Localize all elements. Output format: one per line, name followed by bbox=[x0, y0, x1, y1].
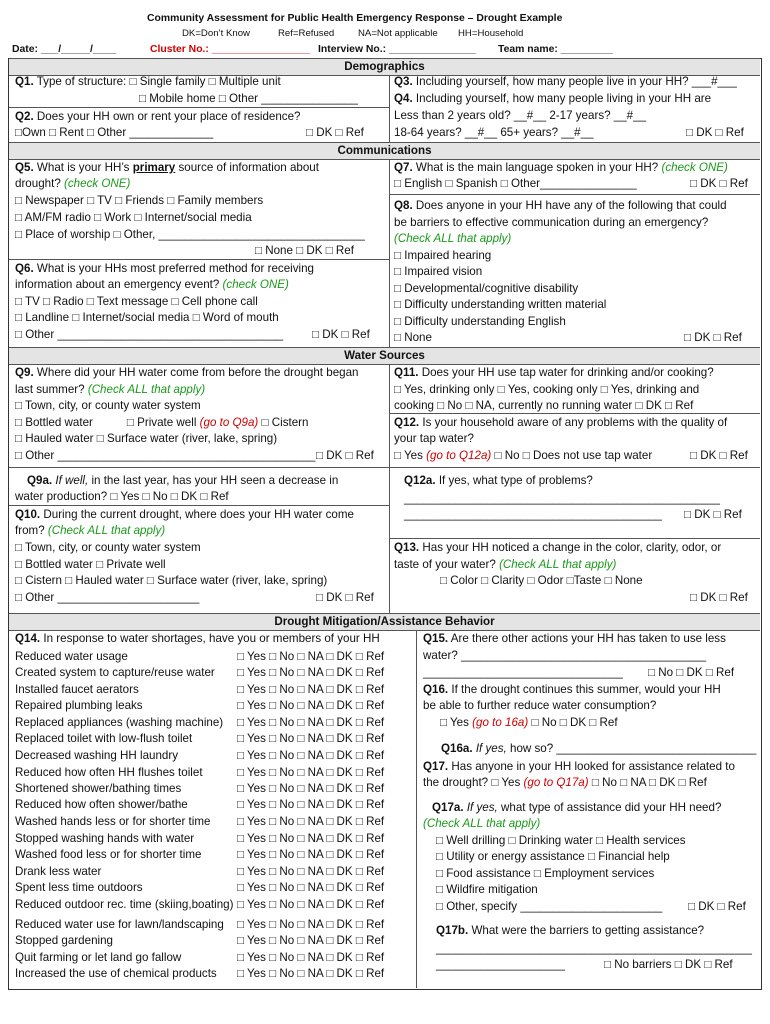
q13-dk-ref[interactable]: □ DK □ Ref bbox=[690, 591, 748, 604]
q15-text: Are there other actions your HH has taken to use less bbox=[450, 632, 726, 645]
legend-ref: Ref=Refused bbox=[278, 28, 335, 39]
divider bbox=[390, 194, 760, 195]
q14-item-label: Reduced how often shower/bathe bbox=[15, 798, 188, 811]
q12a-number: Q12a. bbox=[404, 474, 436, 487]
q11-options-2[interactable]: cooking □ No □ NA, currently no running water □ DK □ Ref bbox=[394, 399, 694, 412]
q6-dk-ref[interactable]: □ DK □ Ref bbox=[312, 328, 370, 341]
q12a-answer-line-2[interactable]: ________________________________________ bbox=[404, 508, 662, 521]
q9a-options[interactable]: water production? □ Yes □ No □ DK □ Ref bbox=[15, 490, 229, 503]
q14-item-label: Quit farming or let land go fallow bbox=[15, 951, 182, 964]
cluster-field[interactable]: Cluster No.: _________________ bbox=[150, 44, 311, 55]
section-demographics: Demographics bbox=[9, 58, 760, 76]
q10-dk-ref[interactable]: □ DK □ Ref bbox=[316, 591, 374, 604]
q17-no[interactable]: □ No □ NA □ DK □ Ref bbox=[591, 776, 707, 789]
q8-note: (Check ALL that apply) bbox=[394, 232, 512, 245]
q17a bbox=[432, 800, 721, 816]
q4-number: Q4. bbox=[394, 92, 413, 105]
q13-note: (Check ALL that apply) bbox=[499, 558, 617, 571]
divider bbox=[390, 538, 760, 539]
q14-item-options[interactable]: □ Yes □ No □ NA □ DK □ Ref bbox=[237, 815, 385, 828]
q14 bbox=[15, 631, 380, 647]
date-field[interactable]: Date: ___/_____/____ bbox=[12, 44, 116, 55]
legend-dk: DK=Don’t Know bbox=[182, 28, 250, 39]
q14-item-label: Washed food less or for shorter time bbox=[15, 848, 202, 861]
q8-option[interactable]: □ Developmental/cognitive disability bbox=[394, 282, 579, 295]
q8-number: Q8. bbox=[394, 199, 413, 212]
q13-number: Q13. bbox=[394, 541, 420, 554]
q6-text: What is your HHs most preferred method for receiving bbox=[36, 262, 314, 275]
q4 bbox=[394, 91, 711, 107]
q9a-number: Q9a. bbox=[27, 474, 53, 487]
legend-hh: HH=Household bbox=[458, 28, 524, 39]
q13-line2-text: taste of your water? bbox=[394, 558, 496, 571]
q16a-number: Q16a. bbox=[441, 742, 473, 755]
q3-text: Including yourself, how many people live in your HH? ___#___ bbox=[415, 75, 737, 88]
q8-dk-ref[interactable]: □ DK □ Ref bbox=[684, 331, 742, 344]
q9-options-1[interactable]: □ Town, city, or county water system bbox=[15, 399, 201, 412]
q12a-dk-ref[interactable]: □ DK □ Ref bbox=[684, 508, 742, 521]
divider bbox=[9, 505, 389, 506]
q2-text: Does your HH own or rent your place of residence? bbox=[36, 110, 301, 123]
q4-line3[interactable]: 18-64 years? __#__ 65+ years? __#__ bbox=[394, 126, 594, 139]
q12-no[interactable]: □ No □ Does not use tap water bbox=[494, 449, 653, 462]
q10-line2-text: from? bbox=[15, 524, 45, 537]
q14-item-options[interactable]: □ Yes □ No □ NA □ DK □ Ref bbox=[237, 967, 385, 980]
q4-dk-ref[interactable]: □ DK □ Ref bbox=[686, 126, 744, 139]
q14-item-options[interactable]: □ Yes □ No □ NA □ DK □ Ref bbox=[237, 848, 385, 861]
q14-item-label: Repaired plumbing leaks bbox=[15, 699, 143, 712]
q10-options-3[interactable]: □ Cistern □ Hauled water □ Surface water (river, lake, spring) bbox=[15, 574, 328, 587]
q14-item-label: Stopped gardening bbox=[15, 934, 113, 947]
q14-item-label: Spent less time outdoors bbox=[15, 881, 143, 894]
q11-number: Q11. bbox=[394, 366, 419, 379]
q9a bbox=[27, 473, 338, 489]
q13-options[interactable]: □ Color □ Clarity □ Odor □Taste □ None bbox=[440, 574, 643, 587]
q14-item-options[interactable]: □ Yes □ No □ NA □ DK □ Ref bbox=[237, 881, 385, 894]
q6-number: Q6. bbox=[15, 262, 34, 275]
q16-line2: be able to further reduce water consumption? bbox=[423, 699, 657, 712]
q5-pre: What is your HH’s bbox=[36, 161, 130, 174]
q7-dk-ref[interactable]: □ DK □ Ref bbox=[690, 177, 748, 190]
q14-item-label: Reduced water use for lawn/landscaping bbox=[15, 918, 224, 931]
q17a-options-5[interactable]: □ Other, specify ______________________ bbox=[436, 900, 663, 913]
q9-private-well[interactable]: □ Private well bbox=[126, 416, 197, 429]
q17a-options-2[interactable]: □ Utility or energy assistance □ Financial help bbox=[436, 850, 670, 863]
q14-item-options[interactable]: □ Yes □ No □ NA □ DK □ Ref bbox=[237, 650, 385, 663]
q17b-answer-line-2[interactable]: ____________________ bbox=[436, 958, 565, 971]
q14-item-label: Replaced toilet with low-flush toilet bbox=[15, 732, 193, 745]
q10 bbox=[15, 507, 354, 523]
q7-text: What is the main language spoken in your HH? bbox=[415, 161, 659, 174]
divider bbox=[389, 364, 390, 613]
divider bbox=[416, 630, 417, 988]
q14-item-options[interactable]: □ Yes □ No □ NA □ DK □ Ref bbox=[237, 951, 385, 964]
q12 bbox=[394, 415, 727, 431]
q14-number: Q14. bbox=[15, 632, 41, 645]
q17b-number: Q17b. bbox=[436, 924, 469, 937]
q8-option[interactable]: □ None bbox=[394, 331, 432, 344]
q10-options-4[interactable]: □ Other ______________________ bbox=[15, 591, 200, 604]
q7-note: (check ONE) bbox=[661, 161, 728, 174]
divider bbox=[390, 467, 760, 468]
q12-skip: (go to Q12a) bbox=[426, 449, 492, 462]
q12a-answer-line-1[interactable]: _________________________________________________ bbox=[404, 492, 720, 505]
q13 bbox=[394, 540, 721, 556]
q14-item-options[interactable]: □ Yes □ No □ NA □ DK □ Ref bbox=[237, 918, 385, 931]
q9-text: Where did your HH water come from before the drought began bbox=[36, 366, 359, 379]
q17-text: Has anyone in your HH looked for assistance related to bbox=[451, 760, 735, 773]
q10-options-1[interactable]: □ Town, city, or county water system bbox=[15, 541, 201, 554]
q12-text: Is your household aware of any problems with the quality of bbox=[422, 416, 728, 429]
q9-options-3[interactable]: □ Hauled water □ Surface water (river, lake, spring) bbox=[15, 432, 278, 445]
q5-line2-text: drought? bbox=[15, 177, 61, 190]
q17a-dk-ref[interactable]: □ DK □ Ref bbox=[688, 900, 746, 913]
q4-line2[interactable]: Less than 2 years old? __#__ 2-17 years? __#__ bbox=[394, 109, 647, 122]
q8 bbox=[394, 198, 727, 214]
q8-option[interactable]: □ Difficulty understanding written material bbox=[394, 298, 607, 311]
q12-options[interactable] bbox=[394, 448, 652, 464]
q9-bottled[interactable]: □ Bottled water bbox=[15, 416, 93, 429]
q17b-text: What were the barriers to getting assistance? bbox=[471, 924, 705, 937]
q17b bbox=[436, 923, 704, 939]
q11-text: Does your HH use tap water for drinking and/or cooking? bbox=[421, 366, 714, 379]
q14-item-options[interactable]: □ Yes □ No □ NA □ DK □ Ref bbox=[237, 699, 385, 712]
q6 bbox=[15, 261, 314, 277]
q15-dk-ref[interactable]: □ No □ DK □ Ref bbox=[648, 666, 735, 679]
q10-line2 bbox=[15, 523, 165, 539]
q17-skip: (go to Q17a) bbox=[523, 776, 589, 789]
q15-number: Q15. bbox=[423, 632, 449, 645]
q9-number: Q9. bbox=[15, 366, 34, 379]
q14-item-label: Washed hands less or for shorter time bbox=[15, 815, 211, 828]
q5-options-3[interactable]: □ Place of worship □ Other, ________________________________ bbox=[15, 228, 365, 241]
q5-line2 bbox=[15, 176, 130, 192]
q9-skip: (go to Q9a) bbox=[199, 416, 259, 429]
q5-note: (check ONE) bbox=[64, 177, 131, 190]
q17a-options-1[interactable]: □ Well drilling □ Drinking water □ Health services bbox=[436, 834, 686, 847]
q9-line2 bbox=[15, 382, 205, 398]
q13-line2 bbox=[394, 557, 616, 573]
q16-number: Q16. bbox=[423, 683, 449, 696]
q8-text: Does anyone in your HH have any of the following that could bbox=[415, 199, 727, 212]
q2-dk-ref[interactable]: □ DK □ Ref bbox=[306, 126, 364, 139]
q9a-pre: If well, bbox=[55, 474, 89, 487]
q7 bbox=[394, 160, 728, 176]
q6-options-1[interactable]: □ TV □ Radio □ Text message □ Cell phone call bbox=[15, 295, 258, 308]
q16a[interactable] bbox=[441, 741, 756, 757]
q16-yes[interactable]: □ Yes bbox=[440, 716, 469, 729]
q17b-options[interactable]: □ No barriers □ DK □ Ref bbox=[604, 958, 733, 971]
q14-item-label: Increased the use of chemical products bbox=[15, 967, 217, 980]
q8-option[interactable]: □ Impaired vision bbox=[394, 265, 483, 278]
q14-item-options[interactable]: □ Yes □ No □ NA □ DK □ Ref bbox=[237, 732, 385, 745]
q1-text: Type of structure: □ Single family □ Multiple unit bbox=[36, 75, 281, 88]
q17-line2[interactable] bbox=[423, 775, 707, 791]
q17-line2-text: the drought? bbox=[423, 776, 489, 789]
q12a-text: If yes, what type of problems? bbox=[438, 474, 593, 487]
q17a-note: (Check ALL that apply) bbox=[423, 817, 541, 830]
q5-options-2[interactable]: □ AM/FM radio □ Work □ Internet/social media bbox=[15, 211, 252, 224]
q9a-text: in the last year, has your HH seen a decrease in bbox=[91, 474, 339, 487]
q3-number: Q3. bbox=[394, 75, 413, 88]
q14-item-options[interactable]: □ Yes □ No □ NA □ DK □ Ref bbox=[237, 782, 385, 795]
divider bbox=[9, 107, 389, 108]
q6-note: (check ONE) bbox=[222, 278, 289, 291]
divider bbox=[9, 467, 389, 468]
q14-item-label: Reduced how often HH flushes toilet bbox=[15, 766, 203, 779]
divider bbox=[389, 75, 390, 142]
q5-options-1[interactable]: □ Newspaper □ TV □ Friends □ Family members bbox=[15, 194, 264, 207]
q1[interactable] bbox=[15, 74, 281, 90]
q2-number: Q2. bbox=[15, 110, 34, 123]
divider bbox=[389, 159, 390, 347]
q14-item-options[interactable]: □ Yes □ No □ NA □ DK □ Ref bbox=[237, 716, 385, 729]
section-drought-mitigation: Drought Mitigation/Assistance Behavior bbox=[9, 613, 760, 631]
q17a-number: Q17a. bbox=[432, 801, 464, 814]
q15 bbox=[423, 631, 726, 647]
q14-item-label: Installed faucet aerators bbox=[15, 683, 139, 696]
q5-emphasis: primary bbox=[132, 161, 176, 174]
q8-option[interactable]: □ Impaired hearing bbox=[394, 249, 492, 262]
q5-number: Q5. bbox=[15, 161, 34, 174]
q14-text: In response to water shortages, have you or members of your HH bbox=[43, 632, 380, 645]
q9-options-4[interactable]: □ Other ________________________________________ bbox=[15, 449, 316, 462]
q14-item-options[interactable]: □ Yes □ No □ NA □ DK □ Ref bbox=[237, 666, 385, 679]
q6-line2-text: information about an emergency event? bbox=[15, 278, 220, 291]
q9-note: (Check ALL that apply) bbox=[87, 383, 206, 396]
q8-option[interactable]: □ Difficulty understanding English bbox=[394, 315, 566, 328]
section-water-sources: Water Sources bbox=[9, 347, 760, 365]
q12a bbox=[404, 473, 593, 489]
q17a-text: what type of assistance did your HH need? bbox=[501, 801, 722, 814]
q14-item-options[interactable]: □ Yes □ No □ NA □ DK □ Ref bbox=[237, 832, 385, 845]
divider bbox=[9, 259, 389, 260]
q14-item-label: Drank less water bbox=[15, 865, 102, 878]
q10-number: Q10. bbox=[15, 508, 41, 521]
q12-number: Q12. bbox=[394, 416, 420, 429]
q14-item-options[interactable]: □ Yes □ No □ NA □ DK □ Ref bbox=[237, 683, 385, 696]
q12-dk-ref[interactable]: □ DK □ Ref bbox=[690, 449, 748, 462]
form-title: Community Assessment for Public Health Emergency Response – Drought Example bbox=[147, 13, 563, 24]
q9 bbox=[15, 365, 359, 381]
q14-item-options[interactable]: □ Yes □ No □ NA □ DK □ Ref bbox=[237, 898, 385, 911]
q14-item-label: Created system to capture/reuse water bbox=[15, 666, 215, 679]
q14-item-label: Stopped washing hands with water bbox=[15, 832, 195, 845]
q12-line2: your tap water? bbox=[394, 432, 474, 445]
q14-item-options[interactable]: □ Yes □ No □ NA □ DK □ Ref bbox=[237, 749, 385, 762]
q13-text: Has your HH noticed a change in the color, clarity, odor, or bbox=[422, 541, 722, 554]
q14-item-label: Replaced appliances (washing machine) bbox=[15, 716, 224, 729]
q17 bbox=[423, 759, 735, 775]
q2 bbox=[15, 109, 301, 125]
q12-yes[interactable]: □ Yes bbox=[394, 449, 423, 462]
q14-item-label: Shortened shower/bathing times bbox=[15, 782, 182, 795]
q6-line2 bbox=[15, 277, 289, 293]
q16a-text: how so? _______________________________ bbox=[510, 742, 757, 755]
q16-text: If the drought continues this summer, would your HH bbox=[451, 683, 721, 696]
q17a-pre: If yes, bbox=[466, 801, 498, 814]
q15-answer-line-1[interactable]: water? ______________________________________ bbox=[423, 649, 707, 662]
q9-cistern[interactable]: □ Cistern bbox=[261, 416, 309, 429]
q4-text: Including yourself, how many people living in your HH are bbox=[415, 92, 712, 105]
q14-item-label: Reduced outdoor rec. time (skiing,boating) bbox=[15, 898, 234, 911]
q10-options-2[interactable]: □ Bottled water □ Private well bbox=[15, 558, 166, 571]
q7-number: Q7. bbox=[394, 161, 413, 174]
section-communications: Communications bbox=[9, 142, 760, 160]
q16-options[interactable] bbox=[440, 715, 618, 731]
q16-skip: (go to 16a) bbox=[472, 716, 529, 729]
q8-line2: be barriers to effective communication during an emergency? bbox=[394, 216, 709, 229]
q1-number: Q1. bbox=[15, 75, 34, 88]
q14-item-options[interactable]: □ Yes □ No □ NA □ DK □ Ref bbox=[237, 934, 385, 947]
q3[interactable] bbox=[394, 74, 737, 90]
q11-options-1[interactable]: □ Yes, drinking only □ Yes, cooking only □ Yes, drinking and bbox=[394, 383, 700, 396]
q16a-pre: If yes, bbox=[475, 742, 507, 755]
q17a-options-3[interactable]: □ Food assistance □ Employment services bbox=[436, 867, 655, 880]
legend-na: NA=Not applicable bbox=[358, 28, 438, 39]
q14-item-options[interactable]: □ Yes □ No □ NA □ DK □ Ref bbox=[237, 865, 385, 878]
q6-options-3[interactable]: □ Other ___________________________________ bbox=[15, 328, 284, 341]
q17-yes[interactable]: □ Yes bbox=[491, 776, 521, 789]
q9-options-2[interactable] bbox=[15, 415, 308, 431]
q17a-options-4[interactable]: □ Wildfire mitigation bbox=[436, 883, 538, 896]
q14-item-options[interactable]: □ Yes □ No □ NA □ DK □ Ref bbox=[237, 766, 385, 779]
q5 bbox=[15, 160, 319, 176]
q1-options[interactable]: □ Mobile home □ Other _______________ bbox=[139, 92, 358, 105]
q14-item-options[interactable]: □ Yes □ No □ NA □ DK □ Ref bbox=[237, 798, 385, 811]
q10-text: During the current drought, where does your HH water come bbox=[43, 508, 354, 521]
q5-dk-ref[interactable]: □ None □ DK □ Ref bbox=[255, 244, 354, 257]
q10-note: (Check ALL that apply) bbox=[47, 524, 166, 537]
interview-field[interactable]: Interview No.: _______________ bbox=[318, 44, 476, 55]
q14-item-label: Decreased washing HH laundry bbox=[15, 749, 179, 762]
q9-dk-ref[interactable]: □ DK □ Ref bbox=[316, 449, 374, 462]
q7-options[interactable]: □ English □ Spanish □ Other_______________ bbox=[394, 177, 637, 190]
q16-no[interactable]: □ No □ DK □ Ref bbox=[531, 716, 618, 729]
q16 bbox=[423, 682, 721, 698]
team-name-field[interactable]: Team name: _________ bbox=[498, 44, 613, 55]
q11 bbox=[394, 365, 714, 381]
q2-options[interactable]: □Own □ Rent □ Other _____________ bbox=[15, 126, 214, 139]
q15-answer-line-2[interactable]: _______________________________ bbox=[423, 666, 623, 679]
q17-number: Q17. bbox=[423, 760, 449, 773]
q6-options-2[interactable]: □ Landline □ Internet/social media □ Word of mouth bbox=[15, 311, 279, 324]
q5-post: source of information about bbox=[178, 161, 319, 174]
q9-line2-text: last summer? bbox=[15, 383, 85, 396]
q17b-answer-line-1[interactable]: _________________________________________________ bbox=[436, 942, 752, 955]
q14-item-label: Reduced water usage bbox=[15, 650, 128, 663]
